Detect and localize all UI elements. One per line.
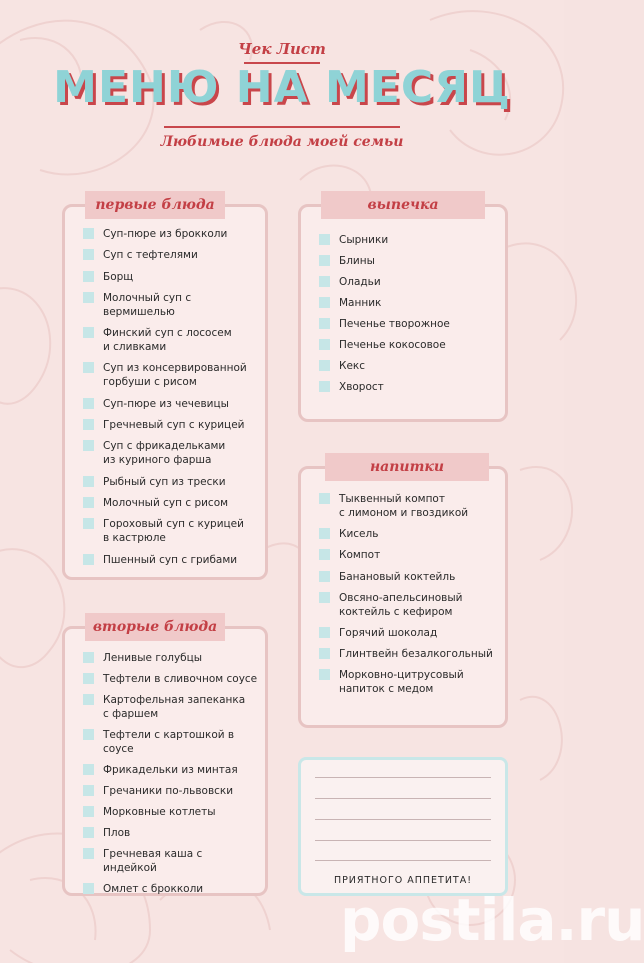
checklist-item[interactable] bbox=[319, 527, 499, 541]
checkbox-icon[interactable] bbox=[319, 318, 330, 329]
checklist-item[interactable] bbox=[319, 570, 499, 584]
checkbox-icon[interactable] bbox=[83, 883, 94, 894]
checklist-item-label: Гречаники по-львовски bbox=[103, 785, 234, 797]
checklist-item-label: Блины bbox=[339, 255, 375, 267]
checklist-item[interactable] bbox=[83, 397, 259, 411]
checklist-item[interactable] bbox=[319, 275, 499, 289]
checklist-item-label: Горячий шоколад bbox=[339, 626, 438, 639]
checkbox-icon[interactable] bbox=[83, 729, 94, 740]
checklist-item[interactable] bbox=[83, 847, 259, 875]
checkbox-icon[interactable] bbox=[83, 292, 94, 303]
checklist-item-label: Печенье творожное bbox=[339, 318, 450, 330]
checklist-item[interactable] bbox=[319, 380, 499, 394]
checklist-item-label: Гречневый суп с курицей bbox=[103, 419, 245, 432]
first-courses-list bbox=[83, 227, 259, 574]
checkbox-icon[interactable] bbox=[83, 476, 94, 487]
first-courses-card bbox=[62, 197, 268, 580]
checkbox-icon[interactable] bbox=[319, 339, 330, 350]
drinks-title: напитки bbox=[325, 453, 489, 481]
baking-list bbox=[319, 233, 499, 401]
checklist-item[interactable] bbox=[319, 296, 499, 310]
checklist-item-label: Борщ bbox=[103, 270, 134, 283]
notes-card bbox=[298, 757, 508, 896]
checklist-item-label: Омлет с брокколи bbox=[103, 883, 204, 895]
checklist-item-label: Финский суп с лососем и сливками bbox=[103, 327, 232, 354]
checklist-item-label: Суп-пюре из брокколи bbox=[103, 228, 228, 240]
checkbox-icon[interactable] bbox=[83, 497, 94, 508]
checkbox-icon[interactable] bbox=[319, 571, 330, 582]
checklist-item-label: Кисель bbox=[339, 528, 379, 541]
checklist-item[interactable] bbox=[83, 763, 259, 777]
checklist-item-label: Гороховый суп с курицей в кастрюле bbox=[103, 518, 244, 545]
second-courses-title: вторые блюда bbox=[85, 613, 225, 641]
checkbox-icon[interactable] bbox=[83, 806, 94, 817]
checklist-item[interactable] bbox=[83, 805, 259, 819]
checkbox-icon[interactable] bbox=[83, 398, 94, 409]
watermark: postila.ru bbox=[340, 886, 644, 954]
checkbox-icon[interactable] bbox=[319, 234, 330, 245]
checklist-item[interactable] bbox=[83, 361, 259, 389]
checklist-item-label: Суп с фрикадельками из куриного фарша bbox=[103, 440, 226, 467]
checklist-item-label: Фрикадельки из минтая bbox=[103, 764, 238, 776]
checklist-item[interactable] bbox=[83, 475, 259, 489]
checkbox-icon[interactable] bbox=[83, 518, 94, 529]
checklist-item-label: Оладьи bbox=[339, 276, 381, 288]
checkbox-icon[interactable] bbox=[319, 592, 330, 603]
checklist-item-label: Тефтели с картошкой в соусе bbox=[103, 729, 235, 755]
checklist-item-label: Молочный суп с рисом bbox=[103, 496, 229, 509]
baking-title: выпечка bbox=[321, 191, 485, 219]
checklist-item-label: Картофельная запеканка с фаршем bbox=[103, 694, 246, 720]
checklist-item-label: Печенье кокосовое bbox=[339, 339, 446, 351]
bon-appetit-text: ПРИЯТНОГО АППЕТИТА! bbox=[333, 875, 473, 886]
checkbox-icon[interactable] bbox=[83, 673, 94, 684]
note-line bbox=[315, 819, 491, 820]
checklist-item[interactable] bbox=[83, 693, 259, 721]
note-line bbox=[315, 860, 491, 861]
checkbox-icon[interactable] bbox=[319, 381, 330, 392]
drinks-list bbox=[319, 492, 499, 704]
checklist-item-label: Суп с тефтелями bbox=[103, 249, 198, 262]
checklist-item-label: Суп-пюре из чечевицы bbox=[103, 397, 229, 410]
checkbox-icon[interactable] bbox=[83, 362, 94, 373]
checkbox-icon[interactable] bbox=[83, 440, 94, 451]
baking-card bbox=[298, 197, 508, 422]
checklist-item[interactable] bbox=[83, 439, 259, 467]
checklist-item[interactable] bbox=[83, 270, 259, 284]
checkbox-icon[interactable] bbox=[319, 528, 330, 539]
checklist-item-label: Тефтели в сливочном соусе bbox=[103, 673, 258, 685]
divider-line bbox=[164, 126, 400, 128]
checklist-item[interactable] bbox=[83, 496, 259, 510]
checklist-item-label: Пшенный суп с грибами bbox=[103, 553, 238, 566]
checklist-item[interactable] bbox=[319, 317, 499, 331]
checkbox-icon[interactable] bbox=[83, 554, 94, 565]
checklist-item[interactable] bbox=[319, 254, 499, 268]
checklist-item[interactable] bbox=[319, 492, 499, 520]
second-courses-card bbox=[62, 619, 268, 896]
checkbox-icon[interactable] bbox=[319, 648, 330, 659]
checklist-item-label: Молочный суп с вермишелью bbox=[103, 291, 192, 318]
checklist-item[interactable] bbox=[319, 338, 499, 352]
checkbox-icon[interactable] bbox=[319, 276, 330, 287]
checklist-item[interactable] bbox=[83, 326, 259, 354]
checkbox-icon[interactable] bbox=[319, 669, 330, 680]
checkbox-icon[interactable] bbox=[83, 694, 94, 705]
checkbox-icon[interactable] bbox=[319, 493, 330, 504]
checklist-item-label: Морковные котлеты bbox=[103, 806, 216, 818]
checklist-item-label: Хворост bbox=[339, 381, 384, 393]
checkbox-icon[interactable] bbox=[319, 627, 330, 638]
checklist-item-label: Морковно-цитрусовый напиток с медом bbox=[339, 669, 464, 696]
drinks-card bbox=[298, 459, 508, 728]
checklist-item-label: Тыквенный компот с лимоном и гвоздикой bbox=[339, 493, 469, 519]
checklist-item-label: Плов bbox=[103, 827, 131, 839]
note-line bbox=[315, 777, 491, 778]
checklist-item[interactable] bbox=[319, 647, 499, 661]
checklist-item[interactable] bbox=[319, 233, 499, 247]
checklist-item[interactable] bbox=[83, 418, 259, 432]
checklist-item[interactable] bbox=[319, 626, 499, 640]
checklist-item[interactable] bbox=[83, 291, 259, 319]
checkbox-icon[interactable] bbox=[83, 764, 94, 775]
checklist-item-label: Ленивые голубцы bbox=[103, 652, 203, 664]
checklist-item[interactable] bbox=[83, 227, 259, 241]
checkbox-icon[interactable] bbox=[83, 652, 94, 663]
checklist-item[interactable] bbox=[319, 668, 499, 696]
checklist-item[interactable] bbox=[83, 826, 259, 840]
checklist-item[interactable] bbox=[83, 651, 259, 665]
checklist-item-label: Овсяно-апельсиновый коктейль с кефиром bbox=[339, 591, 463, 618]
checklist-item[interactable] bbox=[83, 517, 259, 545]
checkbox-icon[interactable] bbox=[319, 297, 330, 308]
checklist-item[interactable] bbox=[83, 784, 259, 798]
first-courses-title: первые блюда bbox=[85, 191, 225, 219]
note-line bbox=[315, 798, 491, 799]
checklist-item-label: Кекс bbox=[339, 360, 366, 372]
note-line bbox=[315, 840, 491, 841]
checklist-item-label: Манник bbox=[339, 297, 382, 309]
checkbox-icon[interactable] bbox=[83, 249, 94, 260]
checkbox-icon[interactable] bbox=[83, 848, 94, 859]
checklist-item-label: Гречневая каша с индейкой bbox=[103, 848, 203, 874]
second-courses-list bbox=[83, 651, 259, 903]
checkbox-icon[interactable] bbox=[83, 785, 94, 796]
checklist-item[interactable] bbox=[83, 553, 259, 567]
checklist-item[interactable] bbox=[83, 248, 259, 262]
checkbox-icon[interactable] bbox=[83, 327, 94, 338]
checklist-item[interactable] bbox=[319, 548, 499, 562]
checkbox-icon[interactable] bbox=[83, 827, 94, 838]
checklist-item-label: Сырники bbox=[339, 234, 389, 246]
checklist-item[interactable] bbox=[83, 882, 259, 896]
checklist-item-label: Суп из консервированной горбуши с рисом bbox=[103, 362, 247, 389]
checkbox-icon[interactable] bbox=[83, 228, 94, 239]
checklist-item[interactable] bbox=[83, 728, 259, 756]
checklist-item[interactable] bbox=[319, 591, 499, 619]
checklist-item[interactable] bbox=[83, 672, 259, 686]
checklist-item-label: Банановый коктейль bbox=[339, 570, 456, 583]
checklist-item-label: Рыбный суп из трески bbox=[103, 475, 226, 488]
checklist-item-label: Компот bbox=[339, 549, 381, 562]
checkbox-icon[interactable] bbox=[319, 549, 330, 560]
checkbox-icon[interactable] bbox=[319, 255, 330, 266]
checklist-label: Чек Лист bbox=[238, 40, 326, 58]
checkbox-icon[interactable] bbox=[319, 360, 330, 371]
checklist-item[interactable] bbox=[319, 359, 499, 373]
checkbox-icon[interactable] bbox=[83, 271, 94, 282]
page-subtitle: Любимые блюда моей семьи bbox=[160, 134, 404, 150]
checkbox-icon[interactable] bbox=[83, 419, 94, 430]
checklist-item-label: Глинтвейн безалкогольный bbox=[339, 648, 493, 661]
page-title: МЕНЮ НА МЕСЯЦ bbox=[53, 62, 511, 113]
